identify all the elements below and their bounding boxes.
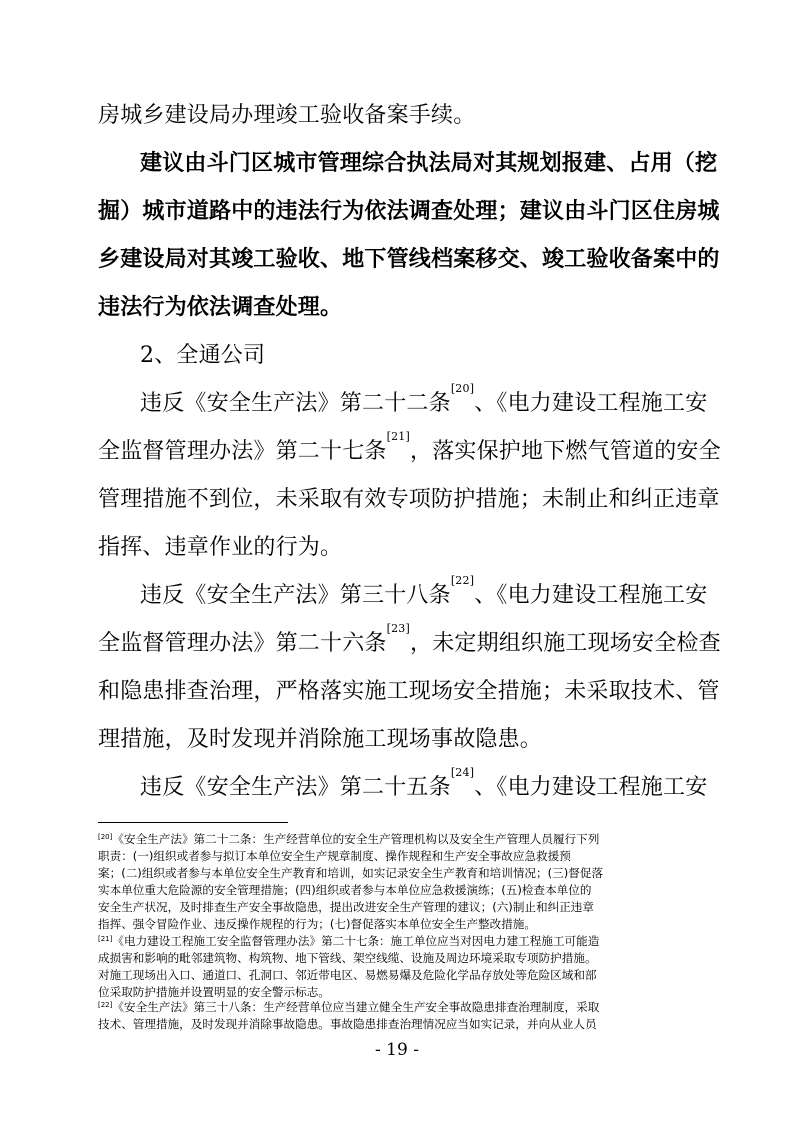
footnote-line: 案；(二)组织或者参与本单位安全生产教育和培训，如实记录安全生产教育和培训情况；(三)督促落 [98,866,604,880]
footnote-ref[interactable]: [21] [386,430,410,443]
footnote-line: 职责：(一)组织或者参与拟订本单位安全生产规章制度、操作规程和生产安全事故应急救援预 [98,849,571,863]
bold-paragraph-line: 乡建设局对其竣工验收、地下管线档案移交、竣工验收备案中的 [98,246,720,272]
footnote-line: [21]《电力建设工程施工安全监督管理办法》第二十七条：施工单位应当对因电力建工程施工可能造 [98,934,600,948]
footnote-line: [20]《安全生产法》第二十二条：生产经营单位的安全生产管理机构以及安全生产管理人员履行下列 [98,832,600,846]
paragraph-line: 理措施，及时发现并消除施工现场事故隐患。 [98,727,543,752]
paragraph-line: 违反《安全生产法》第二十二条[20]、《电力建设工程施工安 [140,382,708,416]
footnote-separator [98,822,288,823]
footnote-line: 对施工现场出入口、通道口、孔洞口、邻近带电区、易燃易爆及危险化学品存放处等危险区域和部 [98,968,597,982]
paragraph-line: 管理措施不到位，未采取有效专项防护措施；未制止和纠正违章 [98,487,720,512]
footnote-ref[interactable]: [24] [450,766,475,779]
section-heading: 2、全通公司 [140,343,266,368]
footnote-line: 指挥、强令冒险作业、违反操作规程的行为；(七)督促落实本单位安全生产整改措施。 [98,917,537,931]
page-number: - 19 - [375,1040,419,1060]
footnote-line: 位采取防护措施并设置明显的安全警示标志。 [98,985,330,999]
bold-paragraph-line: 违法行为依法调查处理。 [98,294,343,320]
footnote-line: 技术、管理措施，及时发现并消除事故隐患。事故隐患排查治理情况应当如实记录，并向从业人员 [98,1017,597,1031]
paragraph-line: 违反《安全生产法》第三十八条[22]、《电力建设工程施工安 [140,574,708,608]
paragraph-continuation: 房城乡建设局办理竣工验收备案手续。 [98,103,476,128]
bold-paragraph-line: 建议由斗门区城市管理综合执法局对其规划报建、占用（挖 [140,150,718,176]
footnote-ref[interactable]: [20] [450,382,475,395]
footnote-ref[interactable]: [23] [386,622,410,635]
footnote-line: 安全生产状况，及时排查生产安全事故隐患，提出改进安全生产管理的建议；(六)制止和纠正违章 [98,900,594,914]
paragraph-line: 指挥、违章作业的行为。 [98,535,343,560]
bold-paragraph-line: 掘）城市道路中的违法行为依法调查处理；建议由斗门区住房城 [98,198,720,224]
footnote-ref[interactable]: [22] [450,574,475,587]
footnote-line: 实本单位重大危险源的安全管理措施；(四)组织或者参与本单位应急救援演练；(五)检查本单位的 [98,883,592,897]
paragraph-line: 和隐患排查治理，严格落实施工现场安全措施；未采取技术、管 [98,679,720,704]
footnote-line: [22]《安全生产法》第三十八条：生产经营单位应当建立健全生产安全事故隐患排查治理制度，采取 [98,1000,600,1014]
footnote-line: 成损害和影响的毗邻建筑物、构筑物、地下管线、架空线缆、设施及周边环境采取专项防护措施。 [98,951,597,965]
paragraph-line: 全监督管理办法》第二十七条[21]，落实保护地下燃气管道的安全 [98,430,721,464]
paragraph-line: 全监督管理办法》第二十六条[23]，未定期组织施工现场安全检查 [98,622,721,656]
paragraph-line: 违反《安全生产法》第二十五条[24]、《电力建设工程施工安 [140,766,708,800]
